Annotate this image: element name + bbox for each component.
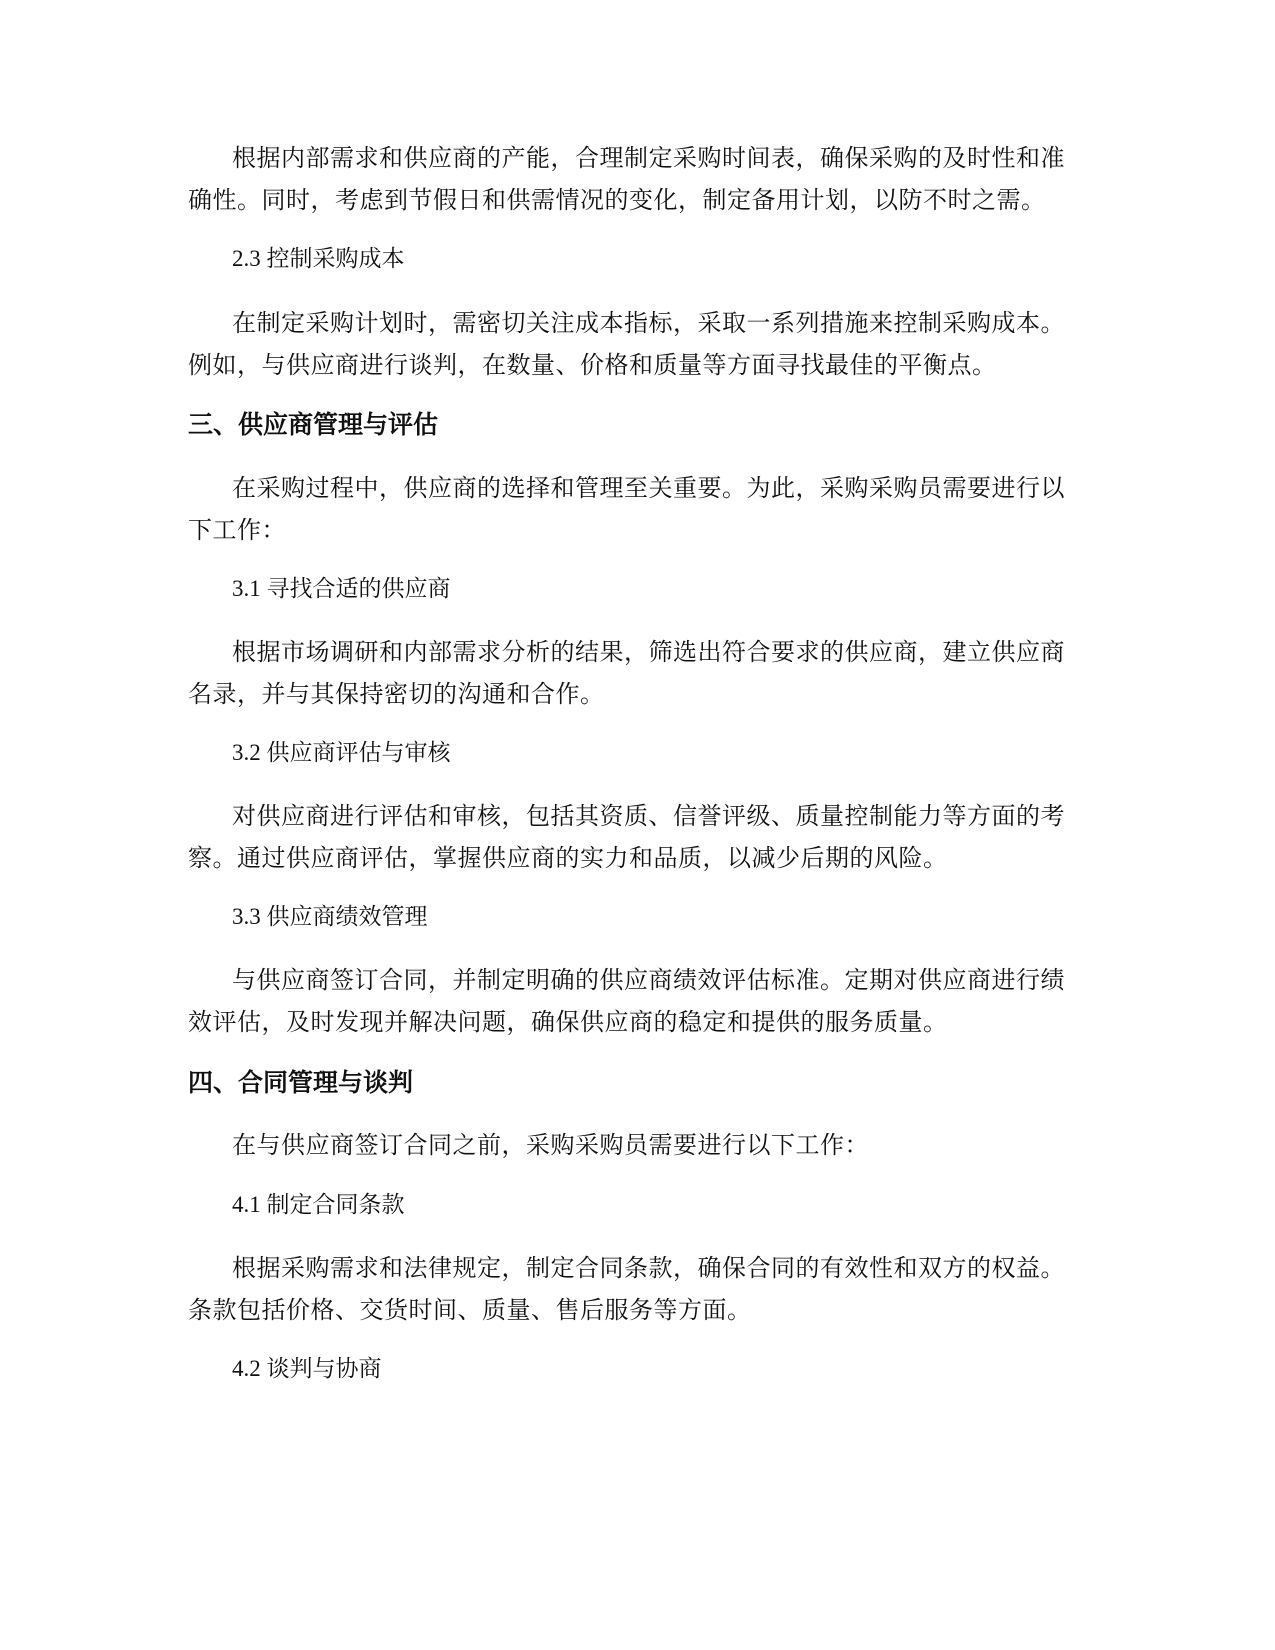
paragraph-schedule: 根据内部需求和供应商的产能，合理制定采购时间表，确保采购的及时性和准确性。同时，考虑到节假日和供需情况的变化，制定备用计划，以防不时之需。 [188, 144, 1065, 214]
paragraph-supplier-audit: 对供应商进行评估和审核，包括其资质、信誉评级、质量控制能力等方面的考察。通过供应商评估，掌握供应商的实力和品质，以减少后期的风险。 [188, 802, 1065, 872]
paragraph-performance: 与供应商签订合同，并制定明确的供应商绩效评估标准。定期对供应商进行绩效评估，及时发现并解决问题，确保供应商的稳定和提供的服务质量。 [188, 966, 1065, 1036]
section-heading-3: 三、供应商管理与评估 [188, 410, 439, 439]
paragraph-cost-control: 在制定采购计划时，需密切关注成本指标，采取一系列措施来控制采购成本。例如，与供应商进行谈判，在数量、价格和质量等方面寻找最佳的平衡点。 [188, 309, 1065, 379]
paragraph-contract-intro: 在与供应商签订合同之前，采购采购员需要进行以下工作： [232, 1131, 869, 1159]
subheading-3-2: 3.2 供应商评估与审核 [232, 740, 451, 765]
paragraph-supplier-intro: 在采购过程中，供应商的选择和管理至关重要。为此，采购采购员需要进行以下工作： [188, 474, 1065, 544]
section-heading-4: 四、合同管理与谈判 [188, 1068, 414, 1097]
subheading-3-1: 3.1 寻找合适的供应商 [232, 576, 451, 601]
subheading-3-3: 3.3 供应商绩效管理 [232, 904, 428, 929]
subheading-4-2: 4.2 谈判与协商 [232, 1356, 382, 1381]
paragraph-find-supplier: 根据市场调研和内部需求分析的结果，筛选出符合要求的供应商，建立供应商名录，并与其保持密切的沟通和合作。 [188, 638, 1065, 708]
subheading-4-1: 4.1 制定合同条款 [232, 1192, 405, 1217]
subheading-2-3: 2.3 控制采购成本 [232, 246, 405, 271]
paragraph-contract-terms: 根据采购需求和法律规定，制定合同条款，确保合同的有效性和双方的权益。条款包括价格、交货时间、质量、售后服务等方面。 [188, 1254, 1065, 1324]
